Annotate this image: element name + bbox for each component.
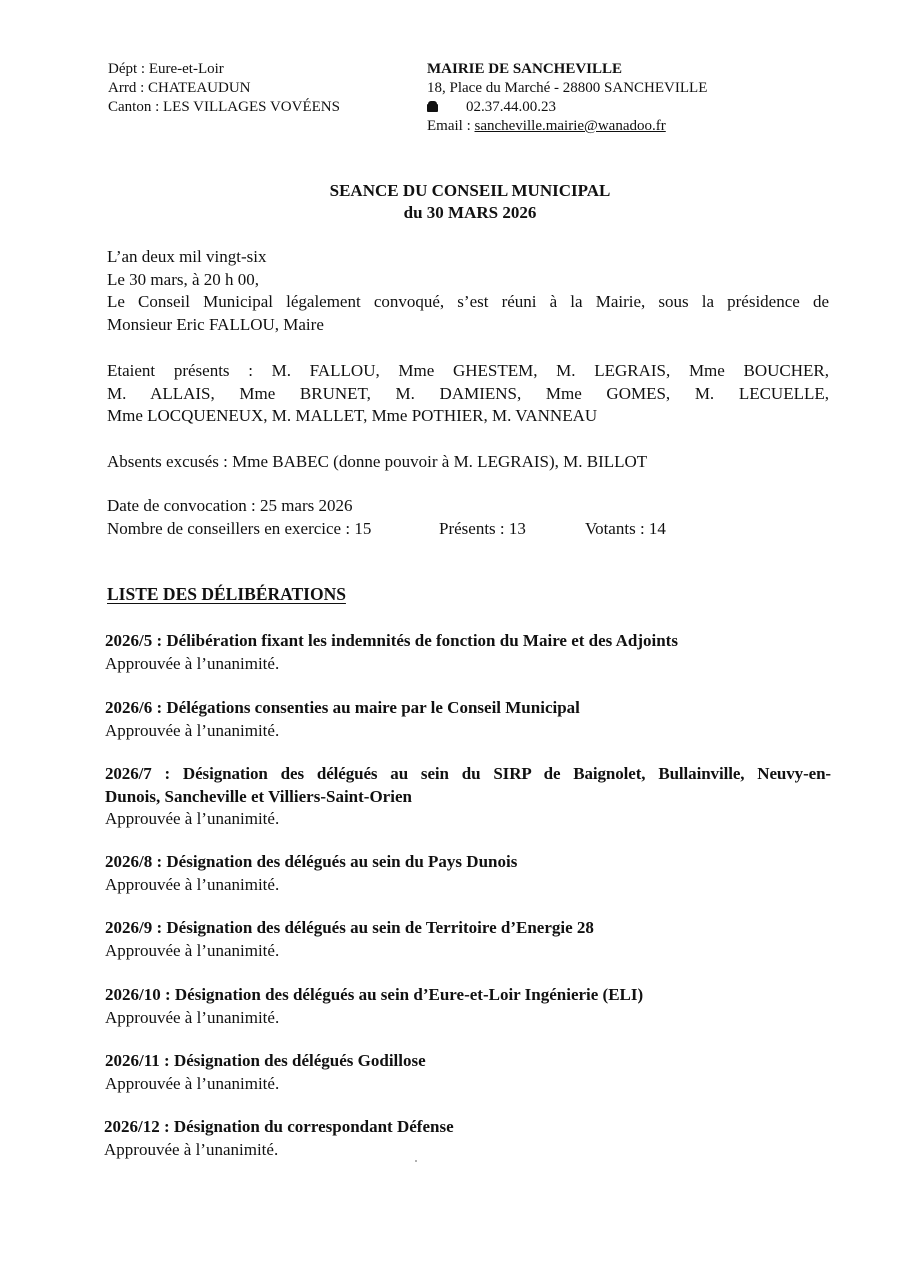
deliberation-title: 2026/11 : Désignation des délégués Godillose [105, 1051, 426, 1070]
presents-paragraph [107, 360, 829, 428]
deliberation-result: Approuvée à l’unanimité. [105, 1007, 280, 1027]
header-admin-block [108, 60, 340, 117]
deliberation-result: Approuvée à l’unanimité. [104, 1139, 279, 1159]
deliberation-title: 2026/5 : Délibération fixant les indemnités de fonction du Maire et des Adjoints [105, 631, 678, 650]
deliberation-item [105, 763, 831, 831]
deliberation-title: 2026/12 : Désignation du correspondant Défense [104, 1117, 454, 1136]
intro-line-2: Le 30 mars, à 20 h 00, [107, 269, 260, 289]
presents-line-1: Etaient présents : M. FALLOU, Mme GHESTEM, M. LEGRAIS, Mme BOUCHER, [107, 361, 829, 380]
intro-line-4: Monsieur Eric FALLOU, Maire [107, 314, 324, 334]
deliberation-result: Approuvée à l’unanimité. [105, 653, 280, 673]
mairie-phone: 02.37.44.00.23 [466, 99, 556, 115]
deliberation-title: 2026/6 : Délégations consenties au maire par le Conseil Municipal [105, 698, 580, 717]
presents-line-2: M. ALLAIS, Mme BRUNET, M. DAMIENS, Mme GOMES, M. LECUELLE, [107, 383, 829, 403]
header-mairie-block [427, 60, 707, 136]
intro-paragraph [107, 246, 829, 336]
deliberation-title-line-2: Dunois, Sancheville et Villiers-Saint-Orien [105, 786, 412, 806]
absents-line: Absents excusés : Mme BABEC (donne pouvoir à M. LEGRAIS), M. BILLOT [107, 452, 648, 471]
scan-speck [415, 1160, 417, 1162]
deliberation-item [105, 697, 831, 742]
intro-line-3: Le Conseil Municipal légalement convoqué, s’est réuni à la Mairie, sous la présidence de [107, 292, 829, 311]
deliberation-result: Approuvée à l’unanimité. [105, 874, 280, 894]
deliberation-result: Approuvée à l’unanimité. [105, 1073, 280, 1093]
convocation-counts [107, 518, 666, 541]
votants-count: Votants : 14 [585, 518, 666, 538]
email-link[interactable]: sancheville.mairie@wanadoo.fr [474, 118, 666, 134]
deliberation-item [104, 1116, 830, 1161]
phone-icon [427, 101, 438, 112]
deliberation-title: 2026/7 : Désignation des délégués au sein du SIRP de Baignolet, Bullainville, Neuvy-en- [105, 764, 831, 783]
convocation-block [107, 495, 666, 540]
mairie-phone-line [427, 98, 707, 117]
deliberation-item [105, 984, 831, 1029]
convocation-date: Date de convocation : 25 mars 2026 [107, 496, 353, 515]
mairie-email-line [427, 117, 707, 136]
header-canton: Canton : LES VILLAGES VOVÉENS [108, 99, 340, 115]
deliberation-title: 2026/10 : Désignation des délégués au sein d’Eure-et-Loir Ingénierie (ELI) [105, 985, 644, 1004]
page-title [0, 180, 900, 224]
header-departement: Dépt : Eure-et-Loir [108, 61, 224, 77]
email-label: Email : [427, 118, 475, 134]
deliberation-result: Approuvée à l’unanimité. [105, 720, 280, 740]
deliberation-item [105, 917, 831, 962]
mairie-address: 18, Place du Marché - 28800 SANCHEVILLE [427, 80, 708, 96]
presents-count: Présents : 13 [439, 518, 526, 538]
presents-line-3: Mme LOCQUENEUX, M. MALLET, Mme POTHIER, M. VANNEAU [107, 406, 598, 425]
title-line-2: du 30 MARS 2026 [403, 203, 537, 222]
mairie-name: MAIRIE DE SANCHEVILLE [427, 61, 623, 77]
title-line-1: SEANCE DU CONSEIL MUNICIPAL [329, 181, 611, 200]
deliberation-result: Approuvée à l’unanimité. [105, 940, 280, 960]
conseillers-count: Nombre de conseillers en exercice : 15 [107, 518, 372, 538]
deliberation-title: 2026/9 : Désignation des délégués au sein de Territoire d’Energie 28 [105, 918, 594, 937]
deliberation-item [105, 630, 831, 675]
deliberation-title: 2026/8 : Désignation des délégués au sein du Pays Dunois [105, 852, 518, 871]
deliberations-heading: LISTE DES DÉLIBÉRATIONS [107, 584, 346, 604]
intro-line-1: L’an deux mil vingt-six [107, 247, 267, 266]
deliberation-item [105, 1050, 831, 1095]
deliberation-result: Approuvée à l’unanimité. [105, 809, 280, 828]
deliberation-item [105, 851, 831, 896]
header-arrondissement: Arrd : CHATEAUDUN [108, 80, 251, 96]
